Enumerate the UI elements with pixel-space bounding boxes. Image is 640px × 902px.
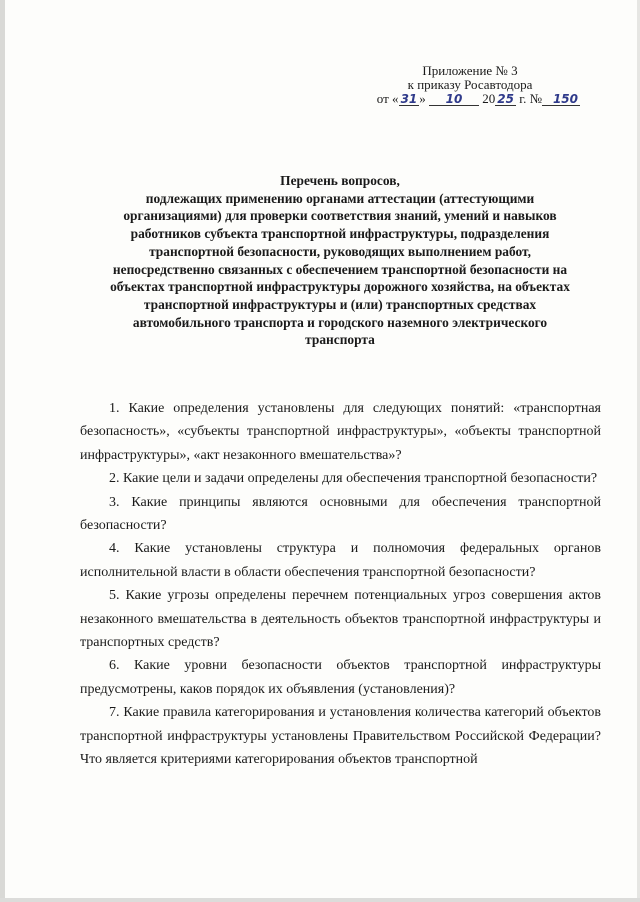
date-mid: » xyxy=(419,91,426,106)
title-line: Перечень вопросов, xyxy=(280,173,400,188)
annex-header xyxy=(360,64,580,106)
title-line: автомобильного транспорта и городского наземного электрического xyxy=(132,314,548,330)
annex-order-reference: к приказу Росавтодора xyxy=(407,77,533,92)
annex-title: Приложение № 3 xyxy=(422,63,518,78)
title-line: непосредственно связанных с обеспечением транспортной безопасности на xyxy=(112,261,568,277)
handwritten-month: 10 xyxy=(429,93,479,106)
question-item: 4. Какие установлены структура и полномочия федеральных органов исполнительной власти в области обеспечения транспортной безопасности? xyxy=(80,541,601,580)
question-item: 6. Какие уровни безопасности объектов транспортной инфраструктуры предусмотрены, каков порядок их объявления (установления)? xyxy=(80,658,601,697)
question-item: 5. Какие угрозы определены перечнем потенциальных угроз совершения актов незаконного вмешательства в деятельность объектов транспортной инфраструктуры и транспортных средств? xyxy=(80,588,601,651)
title-line: работников субъекта транспортной инфраструктуры, подразделения xyxy=(130,226,550,242)
title-line: транспортной безопасности, руководящих выполнением работ, xyxy=(149,243,531,259)
title-line: транспортной инфраструктуры и (или) транспортных средствах xyxy=(143,296,537,312)
title-line: транспорта xyxy=(305,332,375,348)
handwritten-number: 150 xyxy=(542,93,580,106)
questions-list xyxy=(80,397,601,772)
handwritten-day: 31 xyxy=(400,92,418,106)
question-item: 1. Какие определения установлены для следующих понятий: «транспортная безопасность», «субъекты транспортной инфраструктуры», «объекты транспортной инфраструктуры», «акт незаконного вмешательства»? xyxy=(80,401,601,463)
year-prefix: 20 xyxy=(482,91,496,106)
scan-edge-bottom xyxy=(0,898,640,902)
year-end: г. № xyxy=(515,91,542,106)
scan-edge-left xyxy=(0,0,5,902)
handwritten-year: 25 xyxy=(497,92,514,106)
title-line: подлежащих применению органами аттестации (аттестующими xyxy=(145,190,535,206)
annex-date-line xyxy=(360,92,580,106)
question-item: 3. Какие принципы являются основными для обеспечения транспортной безопасности? xyxy=(80,494,601,534)
question-item: 7. Какие правила категорирования и установления количества категорий объектов транспортной инфраструктуры установлены Правительством Российской Федерации? Что является критериями категорирования объектов транспортной xyxy=(80,705,601,768)
title-line: организациями) для проверки соответствия знаний, умений и навыков xyxy=(123,208,557,224)
date-prefix: от « xyxy=(376,91,399,106)
title-line: объектах транспортной инфраструктуры дорожного хозяйства, на объектах xyxy=(110,279,570,295)
question-item: 2. Какие цели и задачи определены для обеспечения транспортной безопасности? xyxy=(109,471,598,487)
document-title xyxy=(80,172,600,349)
